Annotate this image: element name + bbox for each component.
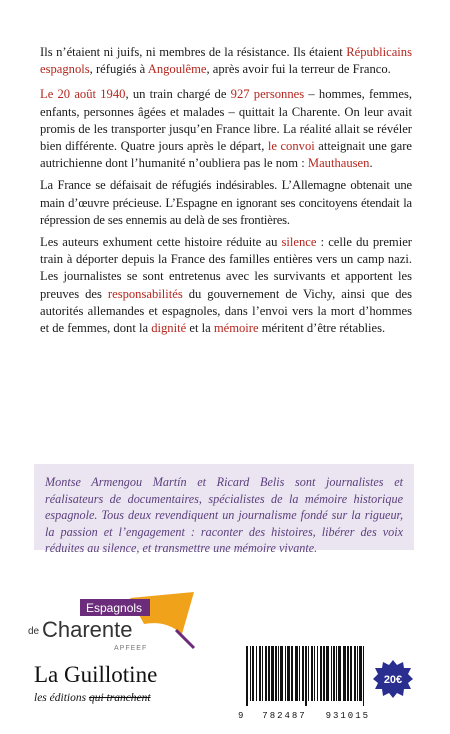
barcode-bar — [252, 646, 254, 701]
barcode-bar — [363, 646, 364, 706]
barcode-bar — [256, 646, 257, 701]
barcode-bar — [317, 646, 318, 701]
barcode-bar — [323, 646, 325, 701]
barcode-bar — [336, 646, 337, 701]
barcode-bar — [302, 646, 304, 701]
logo-line3: APFEEF — [114, 645, 148, 652]
isbn-barcode — [238, 646, 370, 721]
paragraph-3: La France se défaisait de réfugiés indésirables. L’Allemagne obtenait une main d’œuvre précieuse. L’Espagne en ignorant ses concitoyens étendait la répression de ses ennemis au delà de ses frontières. — [40, 178, 412, 227]
paragraph-2: Le 20 août 1940, un train chargé de 927 personnes – hommes, femmes, enfants, personnes âgées et malades – quittait la Charente. On leur avait promis de les transporter jusqu’en France libre. La réalité allait se révéler bien différente. Quatre jours après le départ, le convoi atteignait une gare autrichienne dont l’humanité n’oubliera pas le nom : Mauthausen. — [40, 87, 412, 171]
barcode-bar — [278, 646, 279, 701]
publisher-logo — [34, 662, 184, 712]
highlight: dignité — [151, 321, 187, 336]
barcode-bar — [295, 646, 298, 701]
barcode-bar — [265, 646, 267, 701]
barcode-bar — [311, 646, 313, 701]
highlight: Angoulême — [147, 62, 207, 77]
barcode-bar — [350, 646, 352, 701]
barcode-bar — [305, 646, 307, 706]
highlight: mémoire — [213, 321, 259, 336]
barcode-bar — [314, 646, 315, 701]
highlight: Le 20 août 1940 — [40, 87, 126, 102]
barcode-bar — [262, 646, 263, 701]
barcode-digits: 9 782487 931015 — [238, 711, 370, 721]
paragraph-4: Les auteurs exhument cette histoire réduite au silence : celle du premier train à déporter depuis la France des familles entières vers un camp nazi. Les journalistes se sont entretenus avec les survivants et apportent les preuves des responsabilités du gouvernement de Vichy, ainsi que des autorités allemandes et espagnoles, dans l’envoi vers la mort d’hommes et de femmes, dont la dignité et la mémoire méritent d’être rétablies. — [40, 235, 412, 336]
barcode-bar — [357, 646, 358, 701]
barcode-bar — [250, 646, 251, 701]
paragraph-1: Ils n’étaient ni juifs, ni membres de la résistance. Ils étaient Républicains espagnols, réfugiés à Angoulême, après avoir fui la terreur de Franco. — [40, 45, 412, 77]
barcode-bar — [285, 646, 286, 701]
logo-line1: Espagnols — [86, 601, 143, 615]
barcode-bar — [291, 646, 293, 701]
price-label: 20€ — [383, 674, 403, 686]
barcode-bar — [246, 646, 248, 706]
price-badge — [372, 658, 414, 700]
barcode-bar — [331, 646, 332, 701]
logo-purple-stroke — [176, 630, 194, 648]
barcode-bar — [280, 646, 283, 701]
barcode-bar — [347, 646, 349, 701]
barcode-bar — [343, 646, 346, 701]
barcode-bar — [326, 646, 329, 701]
barcode-bar — [320, 646, 322, 701]
espagnols-de-charente-logo — [26, 590, 196, 654]
highlight: 927 personnes — [230, 87, 305, 102]
highlight: silence — [281, 235, 317, 250]
highlight: Républicains espagnols — [40, 45, 412, 77]
barcode-bar — [333, 646, 335, 701]
barcode-bar — [259, 646, 261, 701]
logo-line2b: Charente — [42, 617, 133, 642]
barcode-bar — [338, 646, 341, 701]
author-bio-box: Montse Armengou Martín et Ricard Belis sont journalistes et réalisateurs de documentaires, spécialistes de la mémoire historique espagnole. Tous deux revendiquent un journalisme fondé sur la rigueur, la passion et l’engagement : raconter des histoires, libérer des voix réduites au silence, et transmettre une mémoire vivante. — [34, 464, 414, 550]
barcode-bar — [287, 646, 290, 701]
publisher-name: La Guillotine — [34, 662, 158, 687]
highlight: Mauthausen — [307, 156, 370, 171]
logo-line2a: de — [28, 626, 40, 637]
back-cover-text — [40, 44, 412, 342]
highlight: responsabilités — [107, 286, 183, 301]
barcode-bar — [308, 646, 309, 701]
barcode-bars — [238, 646, 370, 706]
publisher-tagline: les éditions qui tranchent — [34, 692, 151, 704]
barcode-bar — [299, 646, 300, 701]
barcode-bar — [359, 646, 362, 701]
barcode-bar — [275, 646, 277, 701]
barcode-bar — [271, 646, 274, 701]
highlight: le convoi — [267, 139, 315, 154]
barcode-bar — [354, 646, 356, 701]
barcode-bar — [268, 646, 270, 701]
